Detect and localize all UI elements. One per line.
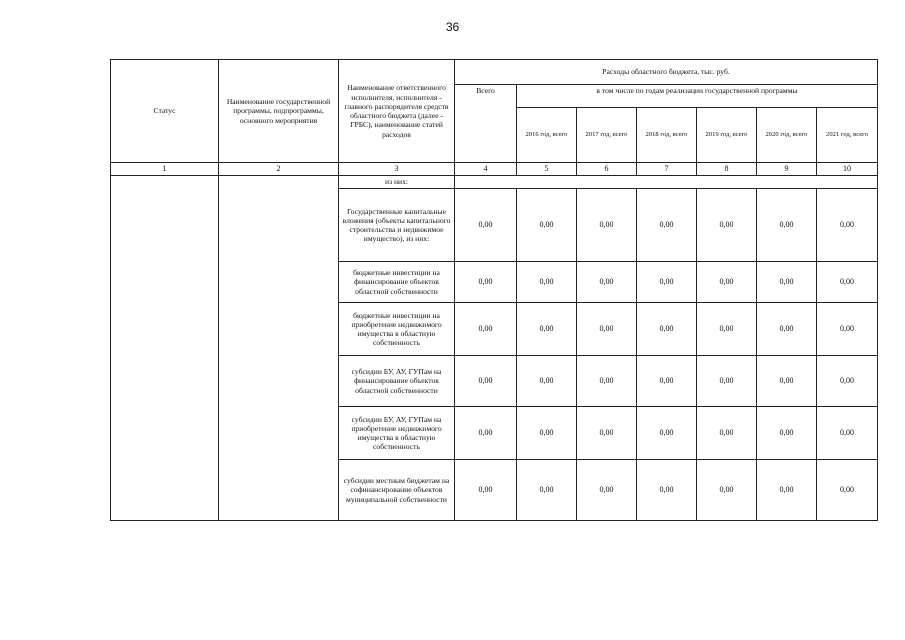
value-cell: 0,00: [697, 407, 757, 460]
value-cell: 0,00: [577, 460, 637, 521]
column-number: 10: [817, 163, 878, 176]
column-number: 4: [455, 163, 517, 176]
value-cell: 0,00: [757, 460, 817, 521]
value-cell: 0,00: [757, 303, 817, 356]
page-number: 36: [445, 20, 460, 34]
column-number: 3: [339, 163, 455, 176]
value-cell: 0,00: [697, 189, 757, 262]
header-year: 2019 год, всего: [697, 108, 757, 163]
value-cell: 0,00: [637, 460, 697, 521]
value-cell: 0,00: [637, 356, 697, 407]
value-cell: 0,00: [517, 262, 577, 303]
value-cell: 0,00: [517, 303, 577, 356]
value-cell: 0,00: [517, 356, 577, 407]
value-cell: 0,00: [577, 262, 637, 303]
value-cell: 0,00: [817, 189, 878, 262]
value-cell: 0,00: [455, 189, 517, 262]
value-cell: 0,00: [817, 356, 878, 407]
empty-values: [455, 176, 878, 189]
column-number: 1: [111, 163, 219, 176]
value-cell: 0,00: [637, 303, 697, 356]
column-number: 9: [757, 163, 817, 176]
column-number: 2: [219, 163, 339, 176]
column-number: 5: [517, 163, 577, 176]
header-responsible: Наименование ответственного исполнителя, исполнителя - главного распорядителя средств областного бюджета (далее - ГРБС), наименование статей расходов: [339, 60, 455, 163]
row-name: Государственные капитальные вложения (объекты капитального строительства и недвижимое имущество), из них:: [339, 189, 455, 262]
value-cell: 0,00: [817, 303, 878, 356]
value-cell: 0,00: [757, 356, 817, 407]
header-by-years: в том числе по годам реализации государственной программы: [517, 85, 878, 108]
header-total: Всего: [455, 85, 517, 163]
column-number: 6: [577, 163, 637, 176]
column-number-row: [111, 163, 878, 176]
value-cell: 0,00: [697, 303, 757, 356]
row-name: бюджетные инвестиции на приобретение недвижимого имущества в областную собственность: [339, 303, 455, 356]
value-cell: 0,00: [757, 407, 817, 460]
value-cell: 0,00: [517, 460, 577, 521]
value-cell: 0,00: [577, 189, 637, 262]
value-cell: 0,00: [697, 460, 757, 521]
value-cell: 0,00: [817, 262, 878, 303]
row-name: бюджетные инвестиции на финансирование объектов областной собственности: [339, 262, 455, 303]
column-number: 8: [697, 163, 757, 176]
column-number: 7: [637, 163, 697, 176]
header-year: 2018 год, всего: [637, 108, 697, 163]
value-cell: 0,00: [455, 303, 517, 356]
budget-table: [110, 59, 878, 521]
program-cell: [219, 176, 339, 521]
value-cell: 0,00: [757, 189, 817, 262]
value-cell: 0,00: [577, 407, 637, 460]
table-row: [111, 176, 878, 189]
header-year: 2021 год, всего: [817, 108, 878, 163]
value-cell: 0,00: [517, 407, 577, 460]
value-cell: 0,00: [455, 356, 517, 407]
row-name: субсидии местным бюджетам на софинансирование объектов муниципальной собственности: [339, 460, 455, 521]
header-year: 2020 год, всего: [757, 108, 817, 163]
value-cell: 0,00: [817, 460, 878, 521]
row-name: из них:: [339, 176, 455, 189]
header-status: Статус: [111, 60, 219, 163]
value-cell: 0,00: [637, 189, 697, 262]
value-cell: 0,00: [577, 303, 637, 356]
value-cell: 0,00: [455, 262, 517, 303]
value-cell: 0,00: [637, 262, 697, 303]
value-cell: 0,00: [577, 356, 637, 407]
header-expenses: Расходы областного бюджета, тыс. руб.: [455, 60, 878, 85]
value-cell: 0,00: [697, 262, 757, 303]
header-program: Наименование государственной программы, подпрограммы, основного мероприятия: [219, 60, 339, 163]
status-cell: [111, 176, 219, 521]
value-cell: 0,00: [517, 189, 577, 262]
value-cell: 0,00: [455, 407, 517, 460]
header-year: 2017 год, всего: [577, 108, 637, 163]
value-cell: 0,00: [817, 407, 878, 460]
header-year: 2016 год, всего: [517, 108, 577, 163]
row-name: субсидии БУ, АУ, ГУПам на финансирование объектов областной собственности: [339, 356, 455, 407]
value-cell: 0,00: [697, 356, 757, 407]
value-cell: 0,00: [637, 407, 697, 460]
row-name: субсидии БУ, АУ, ГУПам на приобретение недвижимого имущества в областную собственность: [339, 407, 455, 460]
value-cell: 0,00: [757, 262, 817, 303]
value-cell: 0,00: [455, 460, 517, 521]
